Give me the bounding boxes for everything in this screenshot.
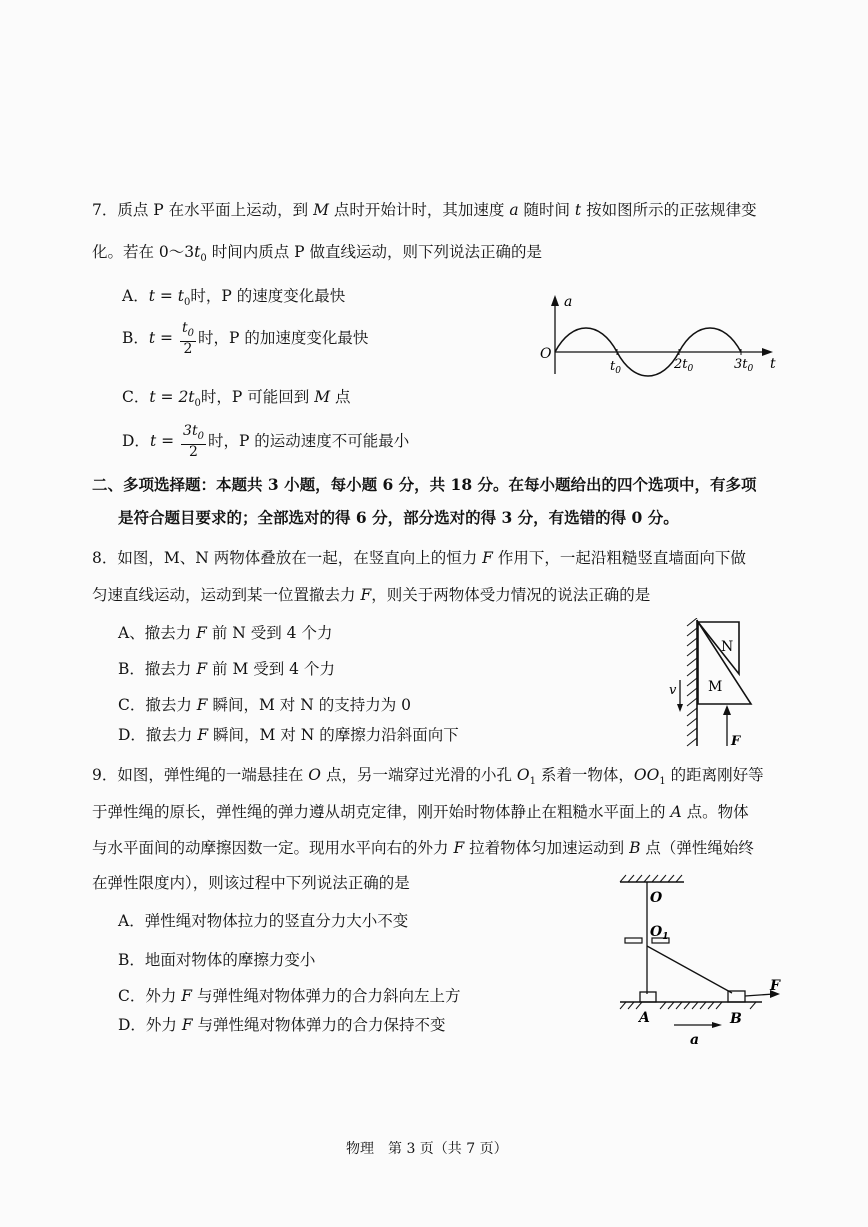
q7-option-a: A．$t = t_0$时，P 的速度变化最快 xyxy=(122,287,346,309)
rope-slanted xyxy=(647,946,732,993)
point-b-label: B xyxy=(730,1011,742,1027)
q9-stem-line1: 9．如图，弹性绳的一端悬挂在 O 点，另一端穿过光滑的小孔 $O_1$ 系着一物体，$OO_1$ 的距离刚好等 xyxy=(92,766,764,788)
q8-option-c: C．撤去力 F 瞬间，M 对 N 的支持力为 0 xyxy=(118,696,411,714)
q8-option-d: D．撤去力 F 瞬间，M 对 N 的摩擦力沿斜面向下 xyxy=(118,726,459,744)
q7-option-c: C．$t = 2t_0$时，P 可能回到 M 点 xyxy=(122,388,351,410)
section2-line2: 是符合题目要求的；全部选对的得 6 分，部分选对的得 3 分，有选错的得 0 分。 xyxy=(118,508,679,527)
q9-stem-line4: 在弹性限度内），则该过程中下列说法正确的是 xyxy=(92,874,410,892)
page-footer: 物理 第 3 页（共 7 页） xyxy=(346,1141,508,1157)
ground-hatching xyxy=(620,1002,756,1009)
force-arrowhead xyxy=(723,705,731,715)
graph-tick-label-2t0: $2t_0$ xyxy=(674,357,694,374)
q9-stem-line3: 与水平面间的动摩擦因数一定。现用水平向右的外力 F 拉着物体匀加速运动到 B 点（弹性绳始终 xyxy=(92,839,754,857)
force-f-arrow xyxy=(745,994,774,996)
object-at-a xyxy=(640,992,656,1002)
ceiling-hatching xyxy=(620,875,682,882)
q7-d-fraction: $\frac{3t_0}{2}$ xyxy=(183,423,204,460)
q7-stem-line2: 化。若在 $0\sim 3t_0$ 时间内质点 P 做直线运动，则下列说法正确的是 xyxy=(92,243,542,265)
wall-hatching xyxy=(687,618,697,746)
graph-origin-label: O xyxy=(540,346,552,362)
velocity-arrowhead xyxy=(677,704,683,712)
block-m-label: M xyxy=(708,679,723,695)
block-m xyxy=(698,622,751,704)
hole-plate-left xyxy=(625,938,642,943)
acceleration-arrowhead xyxy=(712,1022,722,1028)
section2-line1: 二、多项选择题：本题共 3 小题，每小题 6 分，共 18 分。在每小题给出的四个选项中，有多项 xyxy=(92,475,757,494)
graph-tick-label-3t0: $3t_0$ xyxy=(734,357,754,374)
block-n-label: N xyxy=(721,639,734,655)
q7-b-fraction: $\frac{t_0}{2}$ xyxy=(181,320,194,357)
q9-elastic-rope-figure xyxy=(612,872,792,1048)
q9-option-b: B．地面对物体的摩擦力变小 xyxy=(118,951,316,969)
graph-y-arrow xyxy=(551,295,559,306)
graph-tick-label-t0: $t_0$ xyxy=(610,359,621,376)
q7-option-b: B．t = $\frac{t_0}{2}$ 时，P 的加速度变化最快 xyxy=(122,320,369,357)
q8-option-b: B．撤去力 F 前 M 受到 4 个力 xyxy=(118,660,335,678)
graph-y-label: a xyxy=(564,294,573,310)
force-f-label: F xyxy=(770,978,780,994)
q9-stem-line2: 于弹性绳的原长，弹性绳的弹力遵从胡克定律，刚开始时物体静止在粗糙水平面上的 A 点。物体 xyxy=(92,803,749,821)
q7-stem-line1: 7．质点 P 在水平面上运动，到 M 点时开始计时，其加速度 a 随时间 t 按如图所示的正弦规律变 xyxy=(92,201,757,219)
q9-option-a: A．弹性绳对物体拉力的竖直分力大小不变 xyxy=(118,912,409,930)
force-label: F xyxy=(731,734,741,749)
point-o1-label: $O_1$ xyxy=(650,924,669,942)
q9-option-c: C．外力 F 与弹性绳对物体弹力的合力斜向左上方 xyxy=(118,987,461,1005)
q9-option-d: D．外力 F 与弹性绳对物体弹力的合力保持不变 xyxy=(118,1016,446,1034)
q8-option-a: A、撤去力 F 前 N 受到 4 个力 xyxy=(118,624,333,642)
point-a-label: A xyxy=(639,1010,650,1026)
q8-stem-line2: 匀速直线运动，运动到某一位置撤去力 F，则关于两物体受力情况的说法正确的是 xyxy=(92,586,651,604)
point-o-label: O xyxy=(650,890,663,906)
q8-stem-line1: 8．如图，M、N 两物体叠放在一起，在竖直向上的恒力 F 作用下，一起沿粗糙竖直墙面向下做 xyxy=(92,549,746,567)
velocity-label: v xyxy=(669,683,677,698)
q7-option-d: D．t = $\frac{3t_0}{2}$ 时，P 的运动速度不可能最小 xyxy=(122,423,410,460)
acceleration-label: a xyxy=(690,1032,700,1048)
graph-x-label: t xyxy=(770,356,776,372)
q7-sine-graph xyxy=(532,292,782,378)
q8-wall-blocks-figure xyxy=(665,618,765,750)
graph-x-arrow xyxy=(762,348,773,356)
